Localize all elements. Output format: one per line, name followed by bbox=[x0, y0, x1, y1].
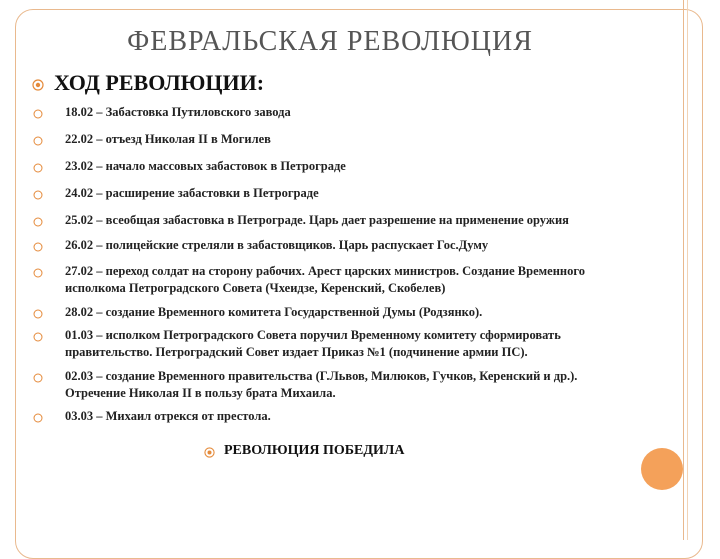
section-heading: ХОД РЕВОЛЮЦИИ: bbox=[54, 70, 265, 95]
bullet-icon bbox=[33, 190, 43, 200]
bullet-icon bbox=[33, 268, 43, 278]
list-item bbox=[33, 237, 633, 254]
bullet-icon bbox=[33, 373, 43, 383]
bullet-icon bbox=[33, 309, 43, 319]
list-item bbox=[33, 263, 633, 297]
list-item-text: 02.03 – создание Временного правительства (Г.Львов, Милюков, Гучков, Керенский и др.). Отречение Николая II в пользу брата Михаила. bbox=[65, 369, 578, 400]
bullet-icon bbox=[33, 413, 43, 423]
bullet-icon bbox=[33, 332, 43, 342]
list-item bbox=[33, 368, 633, 402]
final-bullet-icon bbox=[204, 447, 215, 458]
list-item bbox=[33, 304, 633, 321]
list-item bbox=[33, 158, 633, 175]
list-item-text: 23.02 – начало массовых забастовок в Петрограде bbox=[65, 159, 346, 173]
conclusion-text: РЕВОЛЮЦИЯ ПОБЕДИЛА bbox=[224, 443, 405, 458]
decorative-line bbox=[687, 0, 688, 540]
decorative-circle bbox=[641, 448, 683, 490]
list-item-text: 22.02 – отъезд Николая II в Могилев bbox=[65, 132, 271, 146]
list-item bbox=[33, 185, 633, 202]
list-item-text: 26.02 – полицейские стреляли в забастовщиков. Царь распускает Гос.Думу bbox=[65, 238, 489, 252]
heading-bullet-icon bbox=[32, 79, 44, 91]
list-item-text: 03.03 – Михаил отрекся от престола. bbox=[65, 409, 271, 423]
list-item-text: 28.02 – создание Временного комитета Государственной Думы (Родзянко). bbox=[65, 305, 483, 319]
decorative-line bbox=[683, 0, 684, 540]
bullet-icon bbox=[33, 242, 43, 252]
bullet-icon bbox=[33, 136, 43, 146]
list-item-text: 25.02 – всеобщая забастовка в Петрограде. Царь дает разрешение на применение оружия bbox=[65, 213, 569, 227]
list-item bbox=[33, 104, 633, 121]
bullet-icon bbox=[33, 217, 43, 227]
list-item-text: 27.02 – переход солдат на сторону рабочих. Арест царских министров. Создание Временного исполкома Петроградского Совета (Чхеидзе, Керенский, Скобелев) bbox=[65, 264, 585, 295]
list-item bbox=[33, 408, 633, 425]
list-item-text: 18.02 – Забастовка Путиловского завода bbox=[65, 105, 291, 119]
bullet-icon bbox=[33, 109, 43, 119]
bullet-icon bbox=[33, 163, 43, 173]
list-item-text: 01.03 – исполком Петроградского Совета поручил Временному комитету сформировать правительство. Петроградский Совет издает Приказ №1 (подчинение армии ПС). bbox=[65, 328, 561, 359]
list-item-text: 24.02 – расширение забастовки в Петрограде bbox=[65, 186, 319, 200]
list-item bbox=[33, 131, 633, 148]
slide-title: ФЕВРАЛЬСКАЯ РЕВОЛЮЦИЯ bbox=[127, 26, 533, 57]
list-item bbox=[33, 212, 633, 229]
list-item bbox=[33, 327, 633, 361]
event-list bbox=[33, 98, 633, 425]
